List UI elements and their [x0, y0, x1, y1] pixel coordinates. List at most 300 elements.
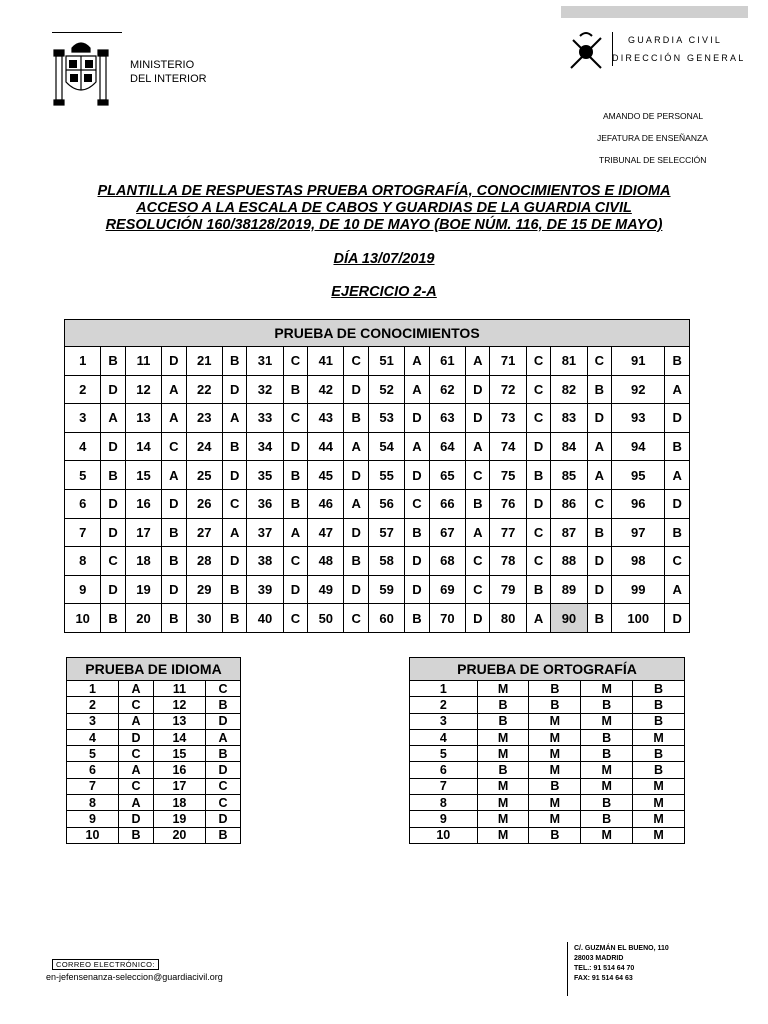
- conocimientos-cell: A: [344, 489, 368, 518]
- conocimientos-cell: 73: [490, 404, 526, 433]
- exam-date: DÍA 13/07/2019: [333, 251, 435, 267]
- title-line-2: ACCESO A LA ESCALA DE CABOS Y GUARDIAS DE LA GUARDIA CIVIL: [136, 200, 632, 216]
- conocimientos-cell: 6: [65, 489, 101, 518]
- conocimientos-cell: B: [162, 518, 186, 547]
- conocimientos-cell: 23: [186, 404, 222, 433]
- table-row: [410, 795, 685, 811]
- ortografia-cell: M: [581, 681, 633, 697]
- conocimientos-cell: D: [162, 489, 186, 518]
- conocimientos-cell: 3: [65, 404, 101, 433]
- idioma-cell: A: [118, 762, 153, 778]
- conocimientos-cell: 56: [368, 489, 404, 518]
- conocimientos-cell: 78: [490, 547, 526, 576]
- conocimientos-cell: D: [344, 518, 368, 547]
- table-row: [67, 697, 241, 713]
- conocimientos-cell: A: [222, 404, 246, 433]
- ortografia-cell: B: [477, 713, 529, 729]
- conocimientos-cell: 57: [368, 518, 404, 547]
- table-row: [67, 795, 241, 811]
- idioma-cell: C: [118, 746, 153, 762]
- conocimientos-cell: 59: [368, 575, 404, 604]
- conocimientos-cell: B: [222, 432, 246, 461]
- conocimientos-cell: 53: [368, 404, 404, 433]
- conocimientos-cell: D: [162, 575, 186, 604]
- ortografia-cell: B: [633, 681, 685, 697]
- idioma-cell: 5: [67, 746, 119, 762]
- conocimientos-cell: B: [344, 547, 368, 576]
- ministerio-text: [130, 58, 207, 86]
- conocimientos-cell: 15: [125, 461, 161, 490]
- conocimientos-cell: 98: [612, 547, 665, 576]
- conocimientos-cell: 46: [308, 489, 344, 518]
- address-phone: TEL.: 91 514 64 70: [574, 965, 635, 972]
- conocimientos-cell: 31: [247, 347, 283, 376]
- conocimientos-cell: 100: [612, 604, 665, 633]
- ortografia-cell: M: [529, 746, 581, 762]
- ministerio-line-1: MINISTERIO: [130, 59, 195, 71]
- ortografia-cell: B: [633, 762, 685, 778]
- conocimientos-cell: D: [101, 518, 125, 547]
- address-line-2: 28003 MADRID: [574, 955, 624, 962]
- ortografia-cell: B: [633, 713, 685, 729]
- idioma-cell: B: [205, 746, 240, 762]
- table-row: [65, 347, 690, 376]
- conocimientos-cell: 44: [308, 432, 344, 461]
- conocimientos-cell: 8: [65, 547, 101, 576]
- ortografia-cell: 1: [410, 681, 478, 697]
- idioma-cell: 11: [153, 681, 205, 697]
- conocimientos-cell: B: [665, 432, 690, 461]
- conocimientos-cell: C: [466, 575, 490, 604]
- conocimientos-cell: 35: [247, 461, 283, 490]
- conocimientos-cell: C: [526, 347, 550, 376]
- conocimientos-cell: 4: [65, 432, 101, 461]
- idioma-cell: 13: [153, 713, 205, 729]
- idioma-cell: 3: [67, 713, 119, 729]
- conocimientos-cell: D: [405, 404, 429, 433]
- conocimientos-cell: C: [526, 518, 550, 547]
- table-row: [410, 681, 685, 697]
- conocimientos-cell: D: [466, 404, 490, 433]
- conocimientos-cell: B: [587, 604, 611, 633]
- conocimientos-cell: 90: [551, 604, 587, 633]
- table-row: [67, 713, 241, 729]
- conocimientos-cell: 64: [429, 432, 465, 461]
- table-row: [410, 811, 685, 827]
- conocimientos-cell: D: [283, 432, 307, 461]
- ortografia-cell: M: [529, 729, 581, 745]
- ortografia-cell: M: [477, 811, 529, 827]
- table-row: [65, 432, 690, 461]
- conocimientos-cell: 93: [612, 404, 665, 433]
- conocimientos-cell: C: [283, 404, 307, 433]
- conocimientos-cell: 75: [490, 461, 526, 490]
- ortografia-cell: M: [633, 729, 685, 745]
- conocimientos-cell: 47: [308, 518, 344, 547]
- ortografia-cell: M: [581, 713, 633, 729]
- conocimientos-table: [64, 319, 690, 633]
- idioma-cell: D: [205, 762, 240, 778]
- conocimientos-cell: 12: [125, 375, 161, 404]
- conocimientos-cell: 79: [490, 575, 526, 604]
- conocimientos-cell: 17: [125, 518, 161, 547]
- idioma-cell: 17: [153, 778, 205, 794]
- conocimientos-cell: A: [665, 375, 690, 404]
- table-row: [65, 489, 690, 518]
- conocimientos-cell: D: [101, 575, 125, 604]
- conocimientos-cell: 9: [65, 575, 101, 604]
- idioma-cell: A: [118, 713, 153, 729]
- conocimientos-cell: C: [344, 604, 368, 633]
- ortografia-cell: 8: [410, 795, 478, 811]
- tribunal-seleccion-text: TRIBUNAL DE SELECCIÓN: [599, 155, 707, 165]
- conocimientos-cell: 45: [308, 461, 344, 490]
- idioma-table: [66, 657, 241, 844]
- conocimientos-cell: 55: [368, 461, 404, 490]
- idioma-cell: 7: [67, 778, 119, 794]
- idioma-cell: D: [205, 811, 240, 827]
- direccion-general-text: DIRECCIÓN GENERAL: [612, 53, 746, 63]
- conocimientos-cell: A: [587, 432, 611, 461]
- ortografia-cell: B: [529, 827, 581, 843]
- ortografia-cell: M: [581, 778, 633, 794]
- conocimientos-cell: C: [283, 347, 307, 376]
- conocimientos-cell: D: [222, 375, 246, 404]
- conocimientos-cell: 85: [551, 461, 587, 490]
- ortografia-cell: M: [529, 811, 581, 827]
- conocimientos-cell: 33: [247, 404, 283, 433]
- idioma-cell: C: [205, 778, 240, 794]
- conocimientos-cell: B: [283, 489, 307, 518]
- conocimientos-cell: 63: [429, 404, 465, 433]
- conocimientos-table-title: PRUEBA DE CONOCIMIENTOS: [65, 320, 690, 347]
- table-row: [65, 461, 690, 490]
- ortografia-cell: M: [529, 762, 581, 778]
- conocimientos-cell: 14: [125, 432, 161, 461]
- conocimientos-cell: C: [405, 489, 429, 518]
- conocimientos-cell: 99: [612, 575, 665, 604]
- conocimientos-cell: 49: [308, 575, 344, 604]
- document-title: [0, 183, 768, 234]
- ortografia-cell: B: [581, 811, 633, 827]
- ortografia-cell: M: [581, 827, 633, 843]
- table-row: [67, 729, 241, 745]
- table-row: [65, 604, 690, 633]
- idioma-cell: C: [205, 681, 240, 697]
- idioma-cell: A: [118, 681, 153, 697]
- conocimientos-cell: C: [526, 547, 550, 576]
- conocimientos-cell: D: [665, 404, 690, 433]
- conocimientos-cell: A: [466, 347, 490, 376]
- conocimientos-cell: 76: [490, 489, 526, 518]
- table-row: [410, 762, 685, 778]
- conocimientos-cell: B: [526, 575, 550, 604]
- conocimientos-cell: B: [222, 575, 246, 604]
- conocimientos-cell: 39: [247, 575, 283, 604]
- ortografia-cell: 6: [410, 762, 478, 778]
- conocimientos-cell: 91: [612, 347, 665, 376]
- conocimientos-cell: A: [405, 432, 429, 461]
- conocimientos-cell: 16: [125, 489, 161, 518]
- conocimientos-cell: D: [526, 432, 550, 461]
- conocimientos-cell: 20: [125, 604, 161, 633]
- conocimientos-cell: A: [162, 404, 186, 433]
- conocimientos-cell: D: [101, 375, 125, 404]
- conocimientos-cell: 5: [65, 461, 101, 490]
- table-row: [67, 762, 241, 778]
- ortografia-cell: B: [529, 681, 581, 697]
- table-row: [67, 811, 241, 827]
- ortografia-cell: B: [581, 697, 633, 713]
- guardia-civil-emblem-logo: [565, 30, 607, 74]
- ortografia-cell: B: [529, 697, 581, 713]
- conocimientos-cell: A: [162, 461, 186, 490]
- conocimientos-cell: 21: [186, 347, 222, 376]
- table-row: [410, 713, 685, 729]
- table-row: [65, 575, 690, 604]
- ortografia-cell: B: [581, 746, 633, 762]
- idioma-cell: A: [118, 795, 153, 811]
- conocimientos-cell: 74: [490, 432, 526, 461]
- conocimientos-cell: C: [283, 604, 307, 633]
- conocimientos-cell: C: [344, 347, 368, 376]
- conocimientos-cell: A: [466, 432, 490, 461]
- table-row: [410, 827, 685, 843]
- ortografia-cell: M: [529, 795, 581, 811]
- address-fax: FAX: 91 514 64 63: [574, 975, 633, 982]
- idioma-cell: C: [118, 778, 153, 794]
- header-rule: [52, 32, 122, 33]
- conocimientos-cell: 18: [125, 547, 161, 576]
- conocimientos-cell: B: [405, 604, 429, 633]
- conocimientos-cell: 68: [429, 547, 465, 576]
- ortografia-cell: B: [477, 762, 529, 778]
- ortografia-cell: 2: [410, 697, 478, 713]
- idioma-cell: 8: [67, 795, 119, 811]
- idioma-cell: 9: [67, 811, 119, 827]
- conocimientos-cell: C: [526, 404, 550, 433]
- conocimientos-cell: 89: [551, 575, 587, 604]
- conocimientos-cell: D: [344, 575, 368, 604]
- conocimientos-cell: 11: [125, 347, 161, 376]
- conocimientos-cell: D: [405, 461, 429, 490]
- ortografia-cell: M: [633, 827, 685, 843]
- conocimientos-cell: D: [587, 547, 611, 576]
- conocimientos-cell: 29: [186, 575, 222, 604]
- ortografia-cell: B: [529, 778, 581, 794]
- conocimientos-cell: D: [526, 489, 550, 518]
- conocimientos-cell: 27: [186, 518, 222, 547]
- conocimientos-cell: 22: [186, 375, 222, 404]
- conocimientos-cell: C: [665, 547, 690, 576]
- conocimientos-cell: 87: [551, 518, 587, 547]
- table-row: [410, 729, 685, 745]
- idioma-cell: 6: [67, 762, 119, 778]
- conocimientos-cell: 69: [429, 575, 465, 604]
- conocimientos-cell: 66: [429, 489, 465, 518]
- conocimientos-cell: 65: [429, 461, 465, 490]
- footer-divider: [567, 942, 568, 996]
- conocimientos-cell: 19: [125, 575, 161, 604]
- conocimientos-cell: B: [222, 604, 246, 633]
- idioma-table-title: PRUEBA DE IDIOMA: [67, 658, 241, 681]
- conocimientos-cell: B: [162, 604, 186, 633]
- conocimientos-cell: 80: [490, 604, 526, 633]
- conocimientos-cell: B: [101, 347, 125, 376]
- ortografia-cell: M: [477, 778, 529, 794]
- ortografia-cell: M: [477, 795, 529, 811]
- conocimientos-cell: D: [101, 432, 125, 461]
- conocimientos-cell: C: [587, 347, 611, 376]
- idioma-cell: B: [205, 827, 240, 843]
- correo-label: CORREO ELECTRÓNICO:: [52, 959, 159, 970]
- conocimientos-cell: C: [222, 489, 246, 518]
- contact-email: en-jefensenanza-seleccion@guardiacivil.org: [46, 972, 223, 982]
- conocimientos-cell: B: [466, 489, 490, 518]
- conocimientos-cell: A: [526, 604, 550, 633]
- conocimientos-cell: A: [222, 518, 246, 547]
- idioma-cell: C: [205, 795, 240, 811]
- ortografia-cell: 10: [410, 827, 478, 843]
- conocimientos-cell: D: [405, 547, 429, 576]
- conocimientos-cell: 60: [368, 604, 404, 633]
- ortografia-cell: M: [477, 729, 529, 745]
- guardia-civil-text: GUARDIA CIVIL: [628, 35, 723, 45]
- conocimientos-cell: 38: [247, 547, 283, 576]
- idioma-cell: C: [118, 697, 153, 713]
- conocimientos-cell: B: [665, 347, 690, 376]
- conocimientos-cell: 72: [490, 375, 526, 404]
- conocimientos-cell: 28: [186, 547, 222, 576]
- conocimientos-cell: A: [344, 432, 368, 461]
- table-row: [65, 375, 690, 404]
- conocimientos-cell: D: [466, 375, 490, 404]
- conocimientos-cell: B: [101, 604, 125, 633]
- ortografia-cell: B: [581, 795, 633, 811]
- conocimientos-cell: 67: [429, 518, 465, 547]
- conocimientos-cell: C: [526, 375, 550, 404]
- conocimientos-cell: B: [283, 375, 307, 404]
- ortografia-table: [409, 657, 685, 844]
- ortografia-cell: M: [477, 746, 529, 762]
- conocimientos-cell: 50: [308, 604, 344, 633]
- idioma-cell: 16: [153, 762, 205, 778]
- conocimientos-cell: 41: [308, 347, 344, 376]
- idioma-cell: B: [205, 697, 240, 713]
- ortografia-cell: M: [633, 811, 685, 827]
- conocimientos-cell: 81: [551, 347, 587, 376]
- idioma-cell: D: [205, 713, 240, 729]
- top-gray-bar: [561, 6, 748, 18]
- address-line-1: C/. GUZMÁN EL BUENO, 110: [574, 945, 669, 952]
- conocimientos-cell: D: [162, 347, 186, 376]
- conocimientos-cell: D: [665, 489, 690, 518]
- title-line-3: RESOLUCIÓN 160/38128/2019, DE 10 DE MAYO (BOE NÚM. 116, DE 15 DE MAYO): [105, 217, 663, 233]
- conocimientos-cell: B: [405, 518, 429, 547]
- ortografia-cell: B: [633, 746, 685, 762]
- conocimientos-cell: 82: [551, 375, 587, 404]
- table-row: [65, 547, 690, 576]
- ortografia-cell: 4: [410, 729, 478, 745]
- conocimientos-cell: A: [405, 347, 429, 376]
- conocimientos-cell: 96: [612, 489, 665, 518]
- conocimientos-cell: 84: [551, 432, 587, 461]
- table-row: [410, 697, 685, 713]
- conocimientos-cell: D: [405, 575, 429, 604]
- conocimientos-cell: 34: [247, 432, 283, 461]
- conocimientos-cell: D: [222, 547, 246, 576]
- conocimientos-cell: 25: [186, 461, 222, 490]
- idioma-cell: B: [118, 827, 153, 843]
- conocimientos-cell: A: [283, 518, 307, 547]
- conocimientos-cell: 83: [551, 404, 587, 433]
- conocimientos-cell: A: [466, 518, 490, 547]
- conocimientos-cell: 36: [247, 489, 283, 518]
- conocimientos-cell: B: [665, 518, 690, 547]
- conocimientos-cell: 30: [186, 604, 222, 633]
- conocimientos-cell: C: [466, 547, 490, 576]
- conocimientos-cell: D: [222, 461, 246, 490]
- conocimientos-cell: D: [587, 404, 611, 433]
- conocimientos-cell: D: [665, 604, 690, 633]
- conocimientos-cell: B: [587, 375, 611, 404]
- conocimientos-cell: C: [101, 547, 125, 576]
- conocimientos-cell: 1: [65, 347, 101, 376]
- table-row: [65, 404, 690, 433]
- table-row: [67, 746, 241, 762]
- conocimientos-cell: D: [344, 461, 368, 490]
- conocimientos-cell: A: [665, 461, 690, 490]
- table-row: [67, 827, 241, 843]
- idioma-cell: D: [118, 811, 153, 827]
- conocimientos-cell: 2: [65, 375, 101, 404]
- ortografia-cell: M: [633, 778, 685, 794]
- conocimientos-cell: B: [587, 518, 611, 547]
- conocimientos-cell: D: [283, 575, 307, 604]
- conocimientos-cell: B: [222, 347, 246, 376]
- conocimientos-cell: 58: [368, 547, 404, 576]
- idioma-cell: 10: [67, 827, 119, 843]
- table-row: [67, 778, 241, 794]
- ortografia-cell: M: [581, 762, 633, 778]
- conocimientos-cell: B: [344, 404, 368, 433]
- conocimientos-cell: 61: [429, 347, 465, 376]
- conocimientos-cell: 24: [186, 432, 222, 461]
- ortografia-cell: M: [477, 681, 529, 697]
- coat-of-arms-logo: [50, 36, 112, 110]
- idioma-cell: 15: [153, 746, 205, 762]
- ortografia-cell: B: [477, 697, 529, 713]
- conocimientos-cell: 54: [368, 432, 404, 461]
- conocimientos-cell: 92: [612, 375, 665, 404]
- idioma-cell: A: [205, 729, 240, 745]
- table-row: [410, 778, 685, 794]
- idioma-cell: 19: [153, 811, 205, 827]
- idioma-cell: 20: [153, 827, 205, 843]
- conocimientos-cell: B: [283, 461, 307, 490]
- conocimientos-cell: 26: [186, 489, 222, 518]
- conocimientos-cell: B: [162, 547, 186, 576]
- idioma-cell: 2: [67, 697, 119, 713]
- conocimientos-cell: 13: [125, 404, 161, 433]
- conocimientos-cell: A: [162, 375, 186, 404]
- ortografia-cell: M: [477, 827, 529, 843]
- conocimientos-cell: A: [665, 575, 690, 604]
- conocimientos-cell: B: [101, 461, 125, 490]
- conocimientos-cell: A: [101, 404, 125, 433]
- conocimientos-cell: C: [587, 489, 611, 518]
- ortografia-cell: B: [633, 697, 685, 713]
